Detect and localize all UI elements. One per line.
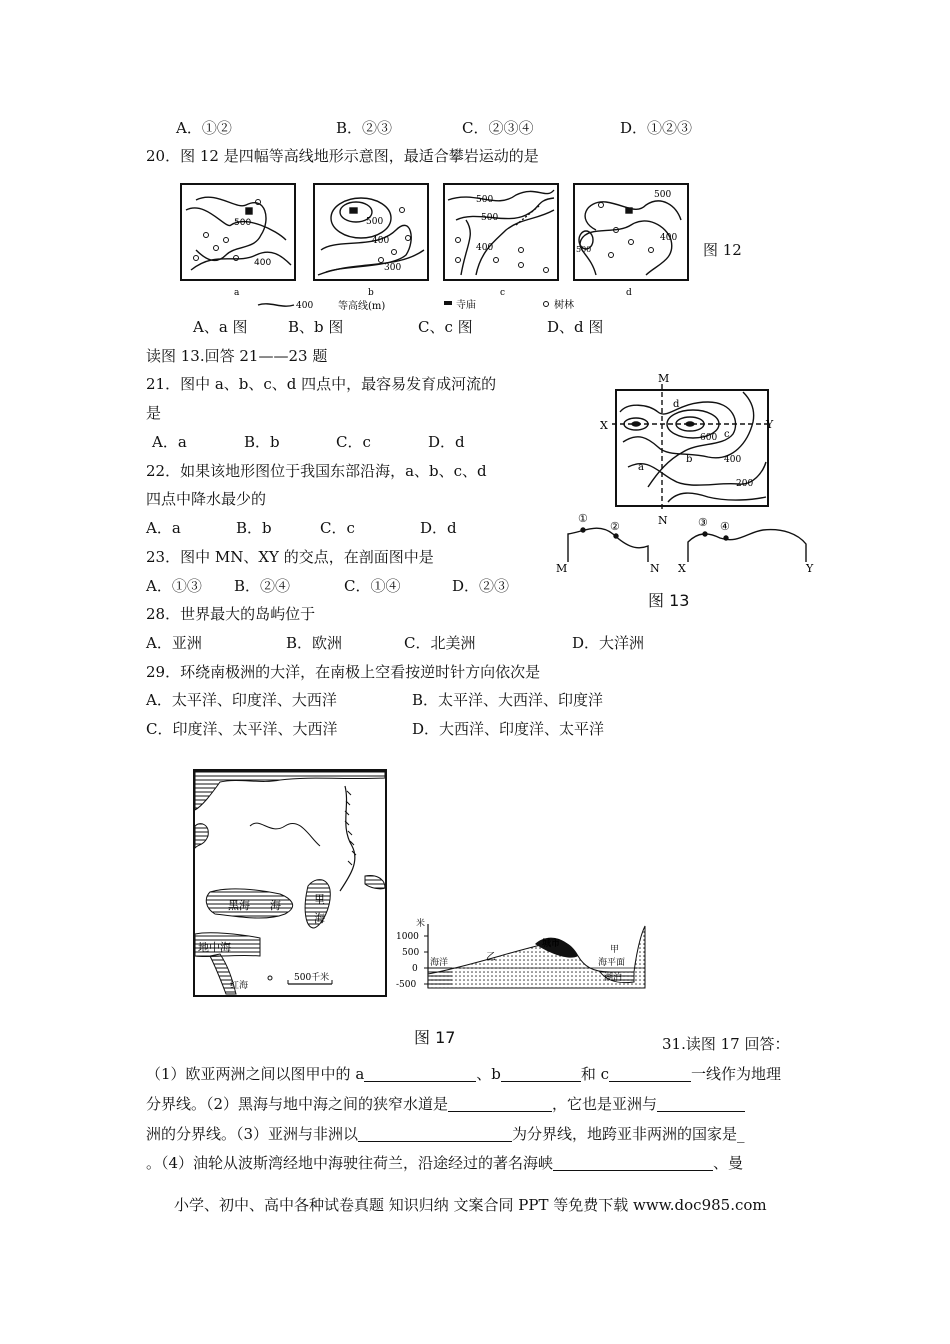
fig12-a-400: 400 <box>254 258 272 268</box>
q23-option-d: D．②③ <box>452 577 510 595</box>
q31-blank-boundary[interactable] <box>358 1125 512 1142</box>
fig13-profile-Y: Y <box>806 562 814 575</box>
q20-option-d: D、d 图 <box>547 318 604 336</box>
q31-blank-straits[interactable] <box>553 1154 713 1171</box>
q31-blank-c[interactable] <box>609 1065 691 1082</box>
q28-option-a: A．亚洲 <box>146 634 202 652</box>
fig17-red-sea: 红海 <box>230 981 249 991</box>
fig12-legend-forest: 树林 <box>554 300 574 311</box>
q31-blank-a[interactable] <box>364 1065 476 1082</box>
fig17-sea-left: 海洋 <box>430 958 449 968</box>
figure-12 <box>176 180 696 315</box>
q31-p4-a: 。（4）油轮从波斯湾经地中海驶往荷兰，沿途经过的著名海峡 <box>146 1154 554 1172</box>
fig13-map <box>612 384 772 512</box>
q31-p1-b: 、b <box>476 1065 501 1083</box>
q31-blank-strait[interactable] <box>448 1095 552 1112</box>
fig17-caption: 图 17 <box>414 1028 456 1047</box>
fig12-b-400: 400 <box>372 236 390 246</box>
fig12-b-500: 500 <box>366 217 384 227</box>
fig12-label-c: c <box>500 288 506 298</box>
q31-p2-b: ，它也是亚洲与 <box>552 1095 658 1113</box>
fig13-point-3: ③ <box>698 516 708 529</box>
fig12-c-500b: 500 <box>481 213 499 223</box>
q20-option-c: C、c 图 <box>418 318 473 336</box>
q22-option-c: C．c <box>320 519 355 537</box>
q23-option-b: B．②④ <box>234 577 291 595</box>
q22-stem-1: 22．如果该地形图位于我国东部沿海，a、b、c、d <box>146 462 487 480</box>
q21-stem-1: 21．图中 a、b、c、d 四点中，最容易发育成河流的 <box>146 375 497 393</box>
fig13-X: X <box>600 419 608 432</box>
q20-stem: 20．图 12 是四幅等高线地形示意图，最适合攀岩运动的是 <box>146 147 539 165</box>
q31-line-3 <box>146 1124 745 1144</box>
q31-line-4 <box>146 1153 743 1173</box>
intro-21-23: 读图 13.回答 21——23 题 <box>146 347 328 365</box>
q28-option-b: B．欧洲 <box>286 634 343 652</box>
fig17-map <box>194 770 386 996</box>
q22-option-d: D．d <box>420 519 457 537</box>
q21-option-d: D．d <box>428 433 465 451</box>
fig13-a: a <box>638 462 644 473</box>
fig17-city: 城市 <box>542 939 561 949</box>
fig12-d-500a: 500 <box>654 190 672 200</box>
fig17-lake: 湖泊 <box>604 973 623 983</box>
q19-option-d: D．①②③ <box>620 119 693 137</box>
fig13-N: N <box>658 514 668 527</box>
fig13-point-4: ④ <box>720 520 730 533</box>
fig13-point-2: ② <box>610 520 620 533</box>
q22-option-a: A．a <box>146 519 181 537</box>
fig17-tick-0: 0 <box>412 964 418 974</box>
fig13-400: 400 <box>724 455 742 465</box>
fig17-sea: 海 <box>270 899 281 912</box>
fig17-unit: 米 <box>416 919 426 929</box>
q23-option-a: A．①③ <box>146 577 202 595</box>
fig12-c-500a: 500 <box>476 195 494 205</box>
fig12-d-400: 400 <box>660 233 678 243</box>
fig17-hai: 海 <box>314 912 325 925</box>
q28-option-d: D．大洋洲 <box>572 634 645 652</box>
fig12-label-d: d <box>626 288 632 298</box>
fig17-black-sea: 黑海 <box>228 899 250 912</box>
q29-option-c: C．印度洋、太平洋、大西洋 <box>146 720 338 738</box>
fig13-profile-xy <box>688 530 806 562</box>
fig13-b: b <box>686 454 693 465</box>
q19-option-c: C．②③④ <box>462 119 534 137</box>
q31-p1-d: 一线作为地理 <box>691 1065 782 1083</box>
fig17-li: 里 <box>314 893 325 906</box>
fig12-a-500: 500 <box>234 218 252 228</box>
fig12-label: 图 12 <box>703 241 742 259</box>
q21-option-a: A．a <box>152 433 187 451</box>
q28-stem: 28．世界最大的岛屿位于 <box>146 605 316 623</box>
q20-option-b: B、b 图 <box>288 318 344 336</box>
q23-option-c: C．①④ <box>344 577 401 595</box>
q19-option-b: B．②③ <box>336 119 393 137</box>
q21-option-c: C．c <box>336 433 371 451</box>
q31-title: 31.读图 17 回答： <box>662 1035 790 1053</box>
fig13-profile-mn <box>568 528 648 562</box>
q31-line-2 <box>146 1094 745 1114</box>
q31-p4-b: 、曼 <box>713 1154 744 1172</box>
figure-17 <box>190 766 660 1002</box>
fig17-scale: 500千米 <box>294 973 330 983</box>
fig12-label-a: a <box>234 288 240 298</box>
fig17-tick-neg500: -500 <box>396 980 417 990</box>
fig17-sea-level: 海平面 <box>598 958 626 968</box>
fig13-profile-X: X <box>678 562 686 575</box>
q29-option-d: D．大西洋、印度洋、太平洋 <box>412 720 605 738</box>
fig13-point-1: ① <box>578 512 588 525</box>
fig17-yi: 乙 <box>486 952 496 963</box>
fig12-legend-temple: 寺庙 <box>456 300 476 311</box>
fig12-panel-c <box>444 184 558 280</box>
fig13-200: 200 <box>736 479 754 489</box>
fig13-profile-N: N <box>650 562 660 575</box>
q31-p2-a: 分界线。（2）黑海与地中海之间的狭窄水道是 <box>146 1095 449 1113</box>
fig17-tick-1000: 1000 <box>396 932 419 942</box>
q22-option-b: B．b <box>236 519 272 537</box>
q23-stem: 23．图中 MN、XY 的交点，在剖面图中是 <box>146 548 434 566</box>
fig13-M: M <box>658 372 670 385</box>
fig12-legend-contour: 等高线(m) <box>338 301 386 312</box>
fig13-d: d <box>673 399 680 410</box>
fig12-c-400: 400 <box>476 243 494 253</box>
q29-option-a: A．太平洋、印度洋、大西洋 <box>146 691 337 709</box>
q21-option-b: B．b <box>244 433 280 451</box>
fig13-c: c <box>724 429 730 440</box>
q31-p1-a: （1）欧亚两洲之间以图甲中的 a <box>146 1065 365 1083</box>
q28-option-c: C．北美洲 <box>404 634 476 652</box>
q31-blank-b[interactable] <box>501 1065 581 1082</box>
fig17-med: 地中海 <box>198 941 231 954</box>
q29-option-b: B．太平洋、大西洋、印度洋 <box>412 691 604 709</box>
fig13-profile-M: M <box>556 562 568 575</box>
fig12-legend-value: 400 <box>296 301 314 311</box>
figure-13 <box>548 372 828 580</box>
q19-option-a: A．①② <box>176 119 232 137</box>
q20-option-a: A、a 图 <box>193 318 248 336</box>
q31-p3-b: 为分界线，地跨亚非两洲的国家是_ <box>512 1125 745 1143</box>
fig12-d-500b: 500 <box>576 245 592 254</box>
fig13-600: 600 <box>700 433 718 443</box>
page-footer: 小学、初中、高中各种试卷真题 知识归纳 文案合同 PPT 等免费下载 www.doc985.com <box>174 1196 767 1214</box>
q22-stem-2: 四点中降水最少的 <box>146 490 267 508</box>
q31-p3-a: 洲的分界线。（3）亚洲与非洲以 <box>146 1125 359 1143</box>
fig12-panel-a <box>181 184 295 280</box>
fig12-panel-b <box>314 184 428 280</box>
q21-stem-2: 是 <box>146 404 162 422</box>
fig13-Y: Y <box>766 418 774 431</box>
fig17-tick-500: 500 <box>402 948 420 958</box>
fig12-b-300: 300 <box>384 263 402 273</box>
fig12-label-b: b <box>368 288 374 298</box>
fig13-caption: 图 13 <box>648 591 690 610</box>
q31-p1-c: 和 c <box>580 1065 610 1083</box>
q31-line-1 <box>146 1064 781 1084</box>
q31-blank-continent[interactable] <box>657 1095 745 1112</box>
fig17-jia: 甲 <box>610 945 620 955</box>
q29-stem: 29．环绕南极洲的大洋，在南极上空看按逆时针方向依次是 <box>146 663 541 681</box>
